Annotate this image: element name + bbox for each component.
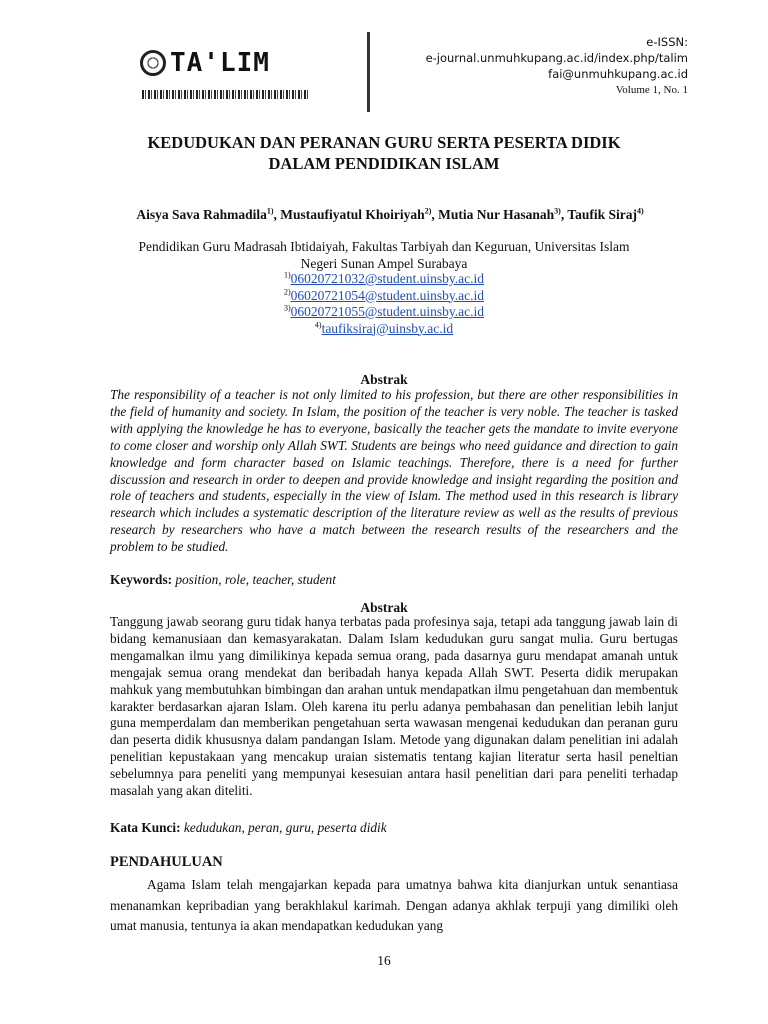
author-name: Mustaufiyatul Khoiriyah (280, 207, 425, 222)
volume-label: Volume 1, No. 1 (615, 84, 688, 96)
keywords-en-label: Keywords: (110, 572, 173, 587)
email-mark: 1) (283, 270, 291, 280)
author-mark: 2) (424, 206, 432, 216)
abstract-en-text: The responsibility of a teacher is not only limited to his profession, but there are other responsibilities in the field of humanity and society. In Islam, the position of the teacher is very noble. The teacher is tasked with applying the knowledge he has to everyone, basically the teacher gets the mandate to invite everyone to come closer and worship only Allah SWT. Students are beings who need guidance and direction to gain knowledge and form character based on Islamic teachings. Therefore, there is a need for further discussion and research in order to deepen and provide knowledge and insight regarding the position and role of teachers and students, especially in the view of Islam. The method used in this research is library research which includes a systematic description of the literature review as well as the results of previous research by researchers who have a match between the research results of the researchers and the problem to be studied. (110, 387, 678, 555)
logo-decorative-strip (142, 90, 310, 99)
abstract-en-heading: Abstrak (360, 372, 408, 387)
email-mark: 4) (314, 320, 322, 329)
email-mark: 2) (283, 287, 291, 296)
email-link[interactable]: taufiksiraj@uinsby.ac.id (321, 320, 454, 336)
logo-text: TA'LIM (170, 48, 270, 78)
keywords-en (110, 572, 336, 588)
header-divider (367, 32, 370, 112)
author-list: Aisya Sava Rahmadila$^{1)}$, Mustaufiyatul Khoiriyah$^{2)}$, Mutia Nur Hasanah$^{3)}$, Taufik Siraj$^{4)}$ (136, 206, 644, 222)
author-name: Taufik Siraj (567, 207, 637, 222)
journal-logo (140, 48, 270, 78)
keywords-id-values: kedudukan, peran, guru, peserta didik (183, 820, 387, 835)
abstract-id-heading: Abstrak (360, 600, 408, 615)
keywords-id-label: Kata Kunci: (110, 820, 181, 835)
abstract-id-text: Tanggung jawab seorang guru tidak hanya terbatas pada profesinya saja, tetapi ada tanggung jawab lain di bidang kemanusiaan dan kemasyarakatan. Dalam Islam kedudukan guru sangat mulia. Guru bertugas mengamalkan ilmu yang dimilikinya kepada semua orang, pada dasarnya guru mendapat amanah untuk mengajak semua orang mendekat dan beribadah hanya kepada Allah SWT. Peserta didik merupakan mahkuk yang membutuhkan bimbingan dan arahan untuk mendapatkan ilmu pengetahuan dan membentuk karakter berdasarkan ajaran Islam. Oleh karena itu perlu adanya pembahasan dan penelitian lebih lanjut guna memperdalam dan memberikan pengetahuan serta wawasan mengenai kedudukan dan peranan guru dan peserta didik khususnya dalam pandangan Islam. Metode yang digunakan dalam penelitian ini adalah penelitian kepustakaan yang mencakup uraian sistematis tentang kajian literatur serta hasil peneltian sebelumnya para peneliti yang mempunyai kesesuian antara hasil penelitian dari para peneliti terhadap masalah yang akan diteliti. (110, 614, 678, 799)
journal-email: fai@unmuhkupang.ac.id (548, 67, 688, 81)
keywords-en-values: position, role, teacher, student (175, 572, 336, 587)
author-mark: 3) (554, 206, 561, 216)
keywords-id (110, 820, 387, 836)
email-link[interactable]: 06020721032@student.uinsby.ac.id (290, 271, 485, 286)
email-row (80, 271, 688, 288)
eissn-label: e-ISSN: (646, 35, 688, 49)
page-number: 16 (377, 953, 391, 968)
email-row (80, 304, 688, 321)
affiliation-line-2: Negeri Sunan Ampel Surabaya (300, 256, 468, 271)
title-line-2: DALAM PENDIDIKAN ISLAM (268, 154, 500, 173)
section-heading-introduction: PENDAHULUAN (110, 854, 223, 870)
email-mark: 3) (283, 303, 291, 313)
journal-url: e-journal.unmuhkupang.ac.id/index.php/talim (425, 51, 688, 65)
author-name: Aisya Sava Rahmadila (136, 207, 267, 222)
affiliation-line-1: Pendidikan Guru Madrasah Ibtidaiyah, Fakultas Tarbiyah dan Keguruan, Universitas Islam (138, 239, 630, 254)
email-row (80, 321, 688, 338)
title-line-1: KEDUDUKAN DAN PERANAN GURU SERTA PESERTA DIDIK (147, 133, 621, 152)
email-link[interactable]: 06020721055@student.uinsby.ac.id (290, 304, 485, 319)
seal-icon (140, 50, 166, 76)
author-mark: 1) (266, 206, 274, 216)
introduction-paragraph: Agama Islam telah mengajarkan kepada para umatnya bahwa kita dianjurkan untuk senantiasa menanamkan kepribadian yang berakhlakul karimah. Dengan adanya akhlak terpuji yang dimiliki oleh umat manusia, tentunya ia akan mendapatkan kedudukan yang (110, 877, 678, 933)
paper-title (80, 132, 688, 174)
email-row (80, 288, 688, 305)
author-mark: 4) (636, 206, 644, 216)
journal-info (426, 34, 688, 98)
author-emails (80, 271, 688, 337)
author-name: Mutia Nur Hasanah (438, 207, 555, 222)
affiliation (80, 238, 688, 272)
journal-header (0, 28, 768, 108)
email-link[interactable]: 06020721054@student.uinsby.ac.id (290, 287, 485, 303)
